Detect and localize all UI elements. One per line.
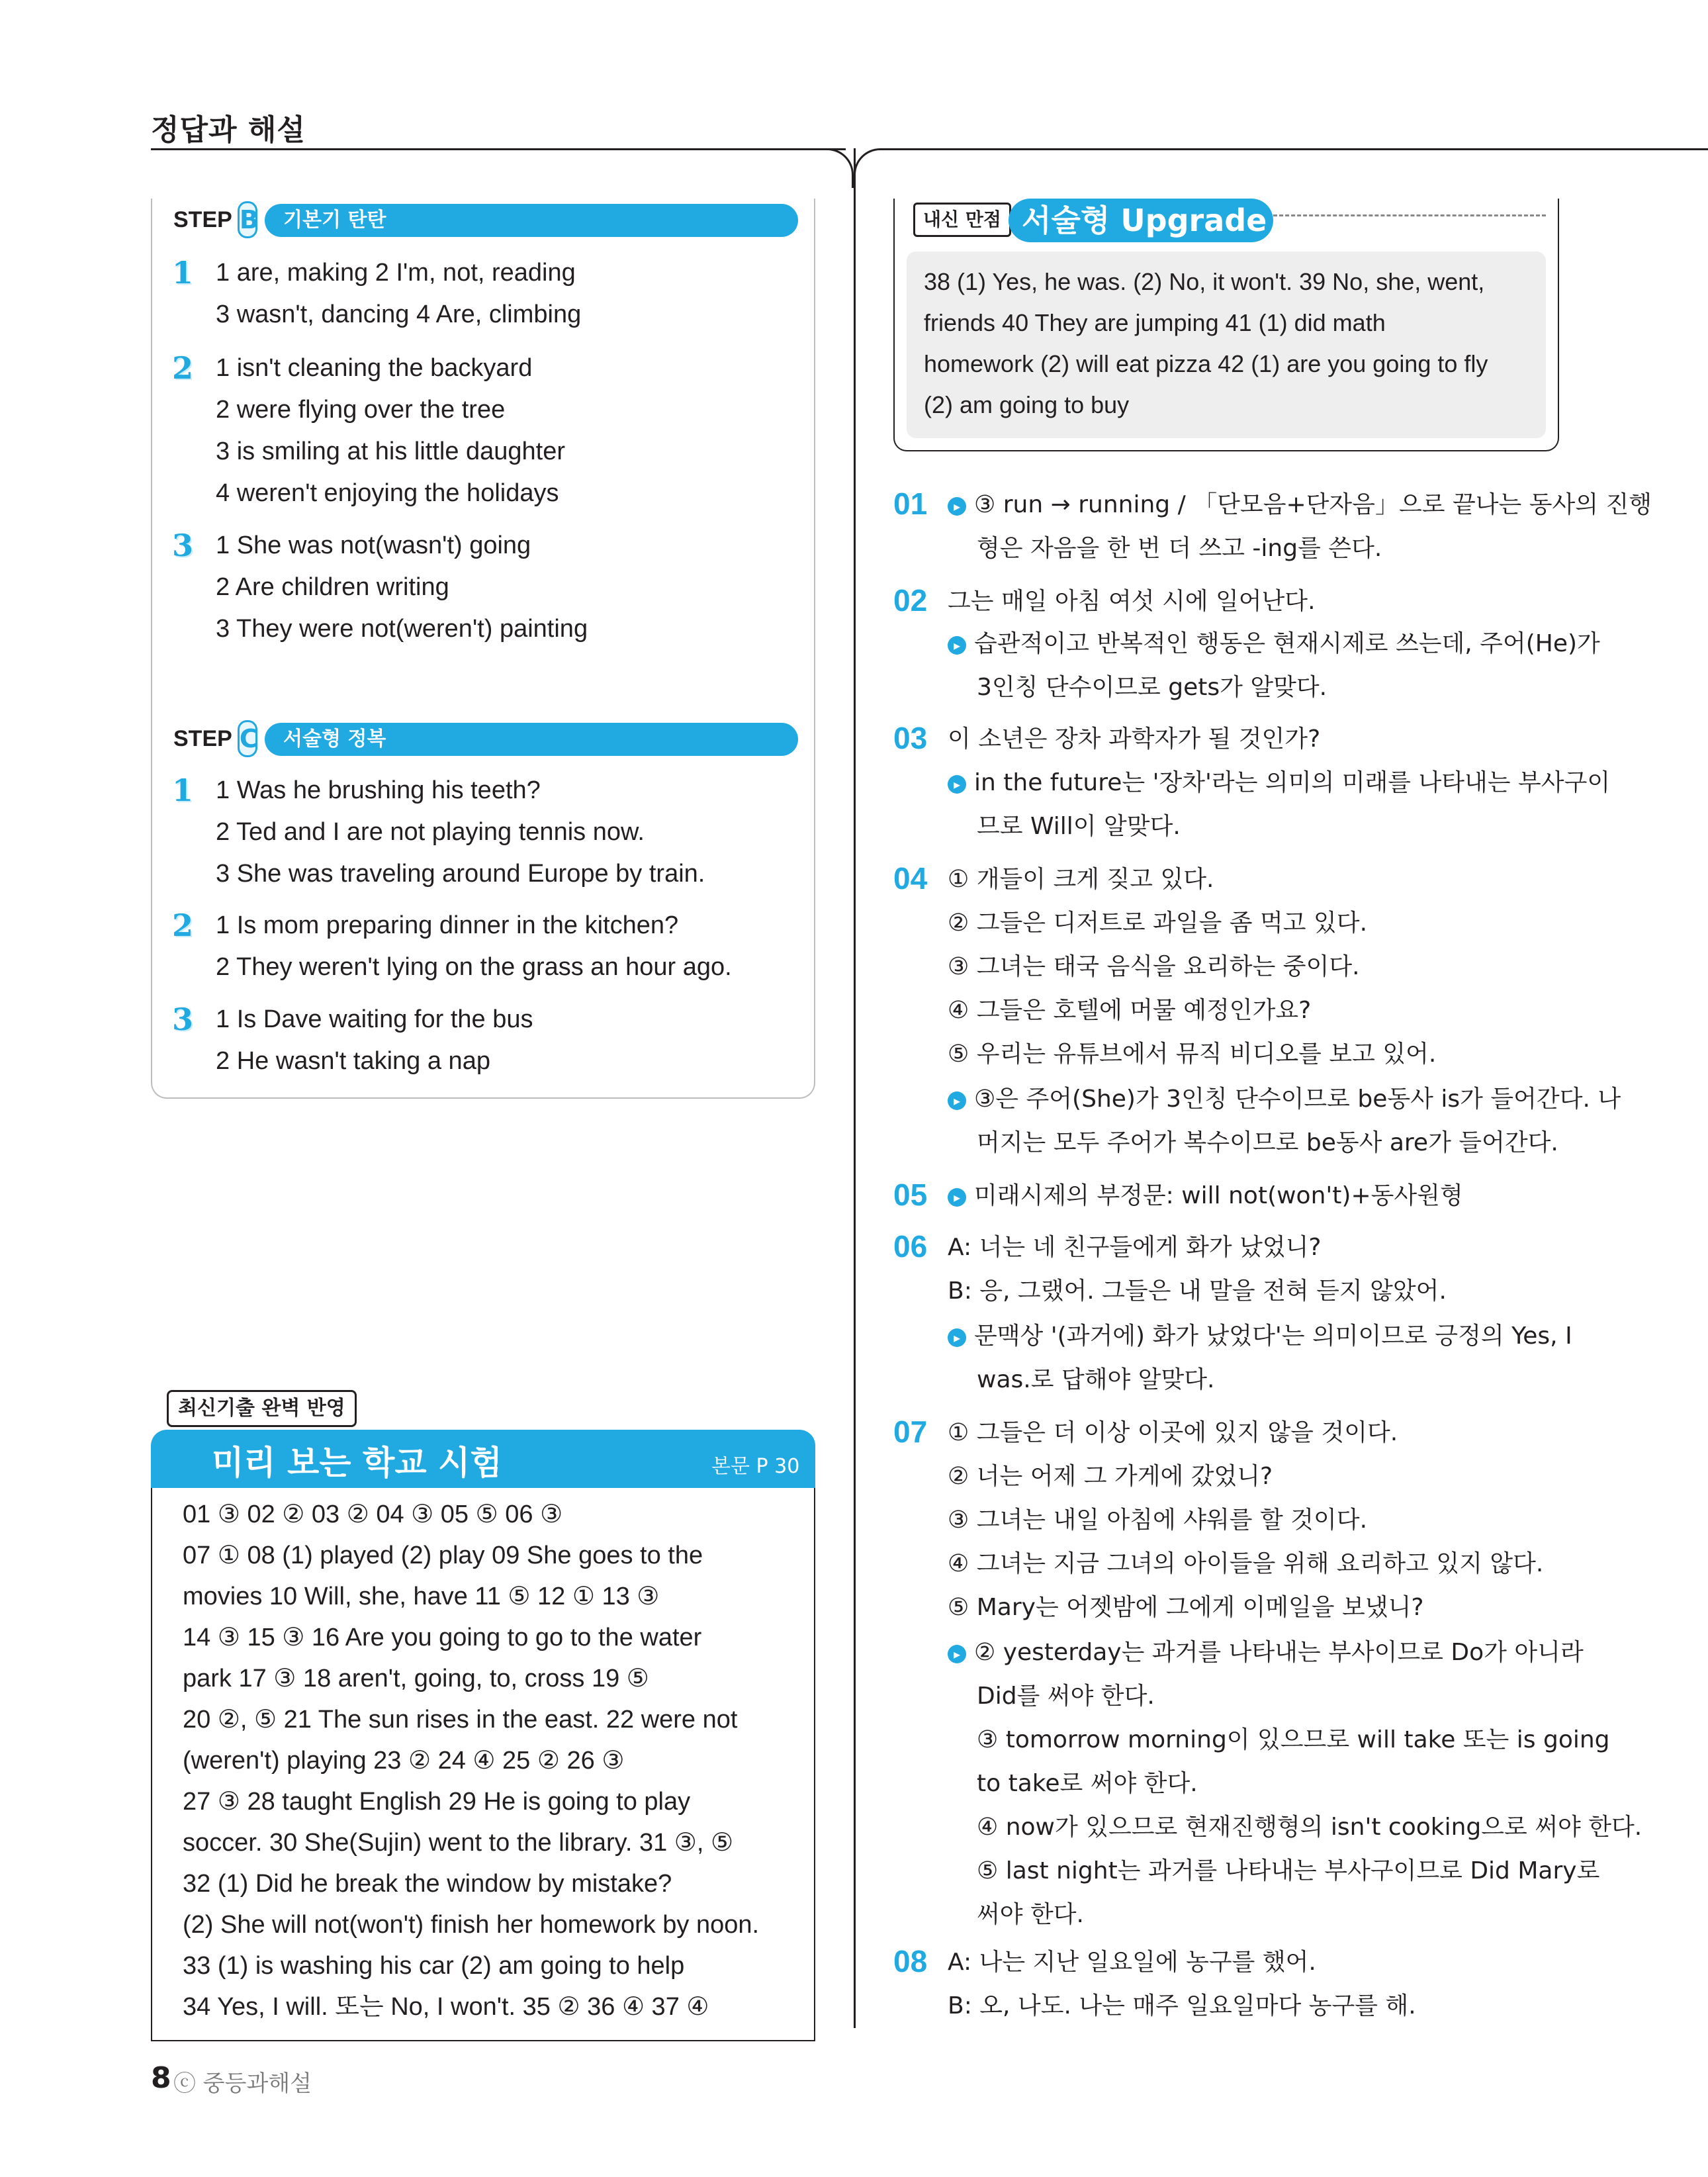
mini-answer-line: 20 ②, ⑤ 21 The sun rises in the east. 22 were not (183, 1706, 738, 1734)
question-mark-3: 3 (171, 528, 193, 563)
item-line (948, 627, 1600, 661)
item-line (948, 766, 1610, 800)
item-line (948, 488, 1652, 522)
footer-text: ⓒ 중등과해설 (173, 2070, 312, 2097)
answer-line: 1 are, making 2 I'm, not, reading (216, 259, 576, 287)
item-number: 08 (893, 1944, 928, 1978)
item-line (948, 1320, 1572, 1353)
item-line (948, 1636, 1584, 1669)
item-line: 므로 Will이 알맞다. (977, 813, 1181, 840)
mini-answer-line: park 17 ③ 18 aren't, going, to, cross 19 ⑤ (183, 1665, 649, 1692)
arrow-icon: ▸ (948, 775, 966, 794)
mini-test-page-ref: 본문 P 30 (711, 1455, 800, 1478)
item-number: 04 (893, 861, 928, 896)
item-line: 그는 매일 아침 여섯 시에 일어난다. (948, 588, 1316, 615)
step-letter-badge: B (238, 201, 257, 238)
item-number: 01 (893, 486, 928, 521)
answer-line: 2 He wasn't taking a nap (216, 1047, 490, 1075)
item-text: ② yesterday는 과거를 나타내는 부사이므로 Do가 아니라 (974, 1639, 1584, 1666)
upgrade-title: 서술형 Upgrade (1009, 199, 1273, 242)
step-pill-title: 기본기 탄탄 (265, 204, 798, 237)
mini-test-title: 미리 보는 학교 시험 (212, 1444, 502, 1482)
item-line: ⑤ 우리는 유튜브에서 뮤직 비디오를 보고 있어. (948, 1041, 1437, 1068)
mini-answer-line: 32 (1) Did he break the window by mistake? (183, 1870, 672, 1898)
page-header-title: 정답과 해설 (151, 113, 306, 147)
item-line: ⑤ last night는 과거를 나타내는 부사구이므로 Did Mary로 (977, 1857, 1600, 1884)
answer-line: 3 They were not(weren't) painting (216, 615, 588, 643)
item-line (948, 1180, 1463, 1213)
item-line: 3인칭 단수이므로 gets가 알맞다. (977, 674, 1327, 701)
arrow-icon: ▸ (948, 1091, 966, 1110)
mini-answer-line: (2) She will not(won't) finish her homework by noon. (183, 1911, 760, 1939)
item-line: A: 너는 네 친구들에게 화가 났었니? (948, 1234, 1322, 1261)
answer-line: 3 wasn't, dancing 4 Are, climbing (216, 301, 582, 328)
item-line: ③ tomorrow morning이 있으므로 will take 또는 is going (977, 1726, 1610, 1753)
answer-line: 2 were flying over the tree (216, 396, 506, 424)
arrow-icon: ▸ (948, 1328, 966, 1347)
item-line: ② 그들은 디저트로 과일을 좀 먹고 있다. (948, 909, 1368, 937)
item-line: 형은 자음을 한 번 더 쓰고 -ing를 쓴다. (977, 535, 1382, 562)
step-label: STEP (173, 725, 232, 751)
upgrade-line: 38 (1) Yes, he was. (2) No, it won't. 39 No, she, went, (924, 268, 1485, 295)
header-rule-right (880, 148, 1708, 150)
step-label: STEP (173, 207, 232, 232)
mini-answer-line: 33 (1) is washing his car (2) am going to help (183, 1952, 685, 1980)
item-number: 05 (893, 1178, 928, 1212)
step-c-header (173, 720, 386, 757)
answer-line: 4 weren't enjoying the holidays (216, 479, 559, 507)
answer-line: 1 She was not(wasn't) going (216, 532, 531, 559)
step-pill-title: 서술형 정복 (265, 723, 798, 756)
question-mark-1: 1 (171, 772, 193, 808)
question-mark-1: 1 (171, 255, 193, 291)
mini-answer-line: (weren't) playing 23 ② 24 ④ 25 ② 26 ③ (183, 1747, 625, 1775)
answer-line: 2 They weren't lying on the grass an hour ago. (216, 953, 732, 981)
item-line: 써야 한다. (977, 1901, 1084, 1928)
mini-answer-line: movies 10 Will, she, have 11 ⑤ 12 ① 13 ③ (183, 1583, 660, 1610)
mini-answer-line: 27 ③ 28 taught English 29 He is going to play (183, 1788, 691, 1816)
upgrade-badge: 내신 만점 (913, 203, 1011, 237)
arrow-icon: ▸ (948, 1188, 966, 1207)
answer-line: 2 Are children writing (216, 573, 449, 601)
item-line: Did를 써야 한다. (977, 1683, 1155, 1710)
item-number: 02 (893, 583, 928, 618)
step-letter-badge: C (238, 720, 257, 757)
item-line: ④ 그들은 호텔에 머물 예정인가요? (948, 997, 1312, 1024)
answer-line: 1 Was he brushing his teeth? (216, 776, 541, 804)
upgrade-line: friends 40 They are jumping 41 (1) did math (924, 309, 1386, 336)
mini-answer-line: soccer. 30 She(Sujin) went to the library. 31 ③, ⑤ (183, 1829, 734, 1857)
upgrade-line: homework (2) will eat pizza 42 (1) are you going to fly (924, 350, 1488, 377)
item-line: B: 오, 나도. 나는 매주 일요일마다 농구를 해. (948, 1992, 1416, 2019)
item-text: ③은 주어(She)가 3인칭 단수이므로 be동사 is가 들어간다. 나 (974, 1086, 1621, 1113)
question-mark-2: 2 (171, 907, 193, 943)
arrow-icon: ▸ (948, 497, 966, 516)
arrow-icon: ▸ (948, 1645, 966, 1663)
item-line: was.로 답해야 알맞다. (977, 1366, 1215, 1393)
item-line: ③ 그녀는 태국 음식을 요리하는 중이다. (948, 953, 1360, 980)
item-line: 머지는 모두 주어가 복수이므로 be동사 are가 들어간다. (977, 1129, 1558, 1156)
item-line: ④ 그녀는 지금 그녀의 아이들을 위해 요리하고 있지 않다. (948, 1550, 1544, 1577)
answer-line: 1 Is Dave waiting for the bus (216, 1005, 533, 1033)
item-line: ① 개들이 크게 짖고 있다. (948, 866, 1214, 893)
item-text: ③ run → running / 「단모음+단자음」으로 끝나는 동사의 진행 (974, 491, 1652, 518)
header-rule (151, 148, 846, 150)
item-line: ① 그들은 더 이상 이곳에 있지 않을 것이다. (948, 1419, 1398, 1446)
mini-answer-line: 14 ③ 15 ③ 16 Are you going to go to the water (183, 1624, 702, 1651)
answer-line: 2 Ted and I are not playing tennis now. (216, 818, 645, 846)
item-text: 미래시제의 부정문: will not(won't)+동사원형 (974, 1182, 1463, 1209)
answer-line: 1 isn't cleaning the backyard (216, 354, 533, 382)
mini-answer-line: 01 ③ 02 ② 03 ② 04 ③ 05 ⑤ 06 ③ (183, 1501, 563, 1528)
item-text: in the future는 '장차'라는 의미의 미래를 나타내는 부사구이 (974, 769, 1611, 796)
column-divider (854, 148, 856, 2028)
upgrade-dash (1273, 214, 1546, 216)
divider-curve-left (827, 148, 854, 188)
item-number: 07 (893, 1414, 928, 1449)
question-mark-2: 2 (171, 350, 193, 386)
answer-line: 3 is smiling at his little daughter (216, 438, 566, 465)
item-text: 문맥상 '(과거에) 화가 났었다'는 의미이므로 긍정의 Yes, I (974, 1322, 1572, 1350)
item-line (948, 1083, 1621, 1116)
upgrade-line: (2) am going to buy (924, 391, 1130, 418)
item-line: B: 응, 그랬어. 그들은 내 말을 전혀 듣지 않았어. (948, 1277, 1447, 1305)
item-line: A: 나는 지난 일요일에 농구를 했어. (948, 1949, 1316, 1976)
divider-curve-right (854, 148, 880, 188)
mini-test-badge: 최신기출 완벽 반영 (167, 1390, 357, 1427)
arrow-icon: ▸ (948, 636, 966, 655)
mini-answer-line: 34 Yes, I will. 또는 No, I won't. 35 ② 36 ④ 37 ④ (183, 1993, 709, 2021)
item-line: ⑤ Mary는 어젯밤에 그에게 이메일을 보냈니? (948, 1594, 1424, 1621)
item-number: 03 (893, 721, 928, 755)
page-number: 8 (151, 2061, 171, 2095)
item-text: 습관적이고 반복적인 행동은 현재시제로 쓰는데, 주어(He)가 (974, 630, 1600, 657)
step-b-header (173, 201, 386, 238)
answer-line: 1 Is mom preparing dinner in the kitchen? (216, 911, 679, 939)
item-number: 06 (893, 1229, 928, 1264)
question-mark-3: 3 (171, 1001, 193, 1037)
answer-line: 3 She was traveling around Europe by train. (216, 860, 705, 888)
item-line: ③ 그녀는 내일 아침에 샤워를 할 것이다. (948, 1506, 1368, 1534)
item-line: to take로 써야 한다. (977, 1770, 1198, 1797)
item-line: 이 소년은 장차 과학자가 될 것인가? (948, 725, 1321, 753)
item-line: ② 너는 어제 그 가게에 갔었니? (948, 1463, 1273, 1490)
mini-answer-line: 07 ① 08 (1) played (2) play 09 She goes to the (183, 1542, 703, 1569)
item-line: ④ now가 있으므로 현재진행형의 isn't cooking으로 써야 한다. (977, 1814, 1642, 1841)
